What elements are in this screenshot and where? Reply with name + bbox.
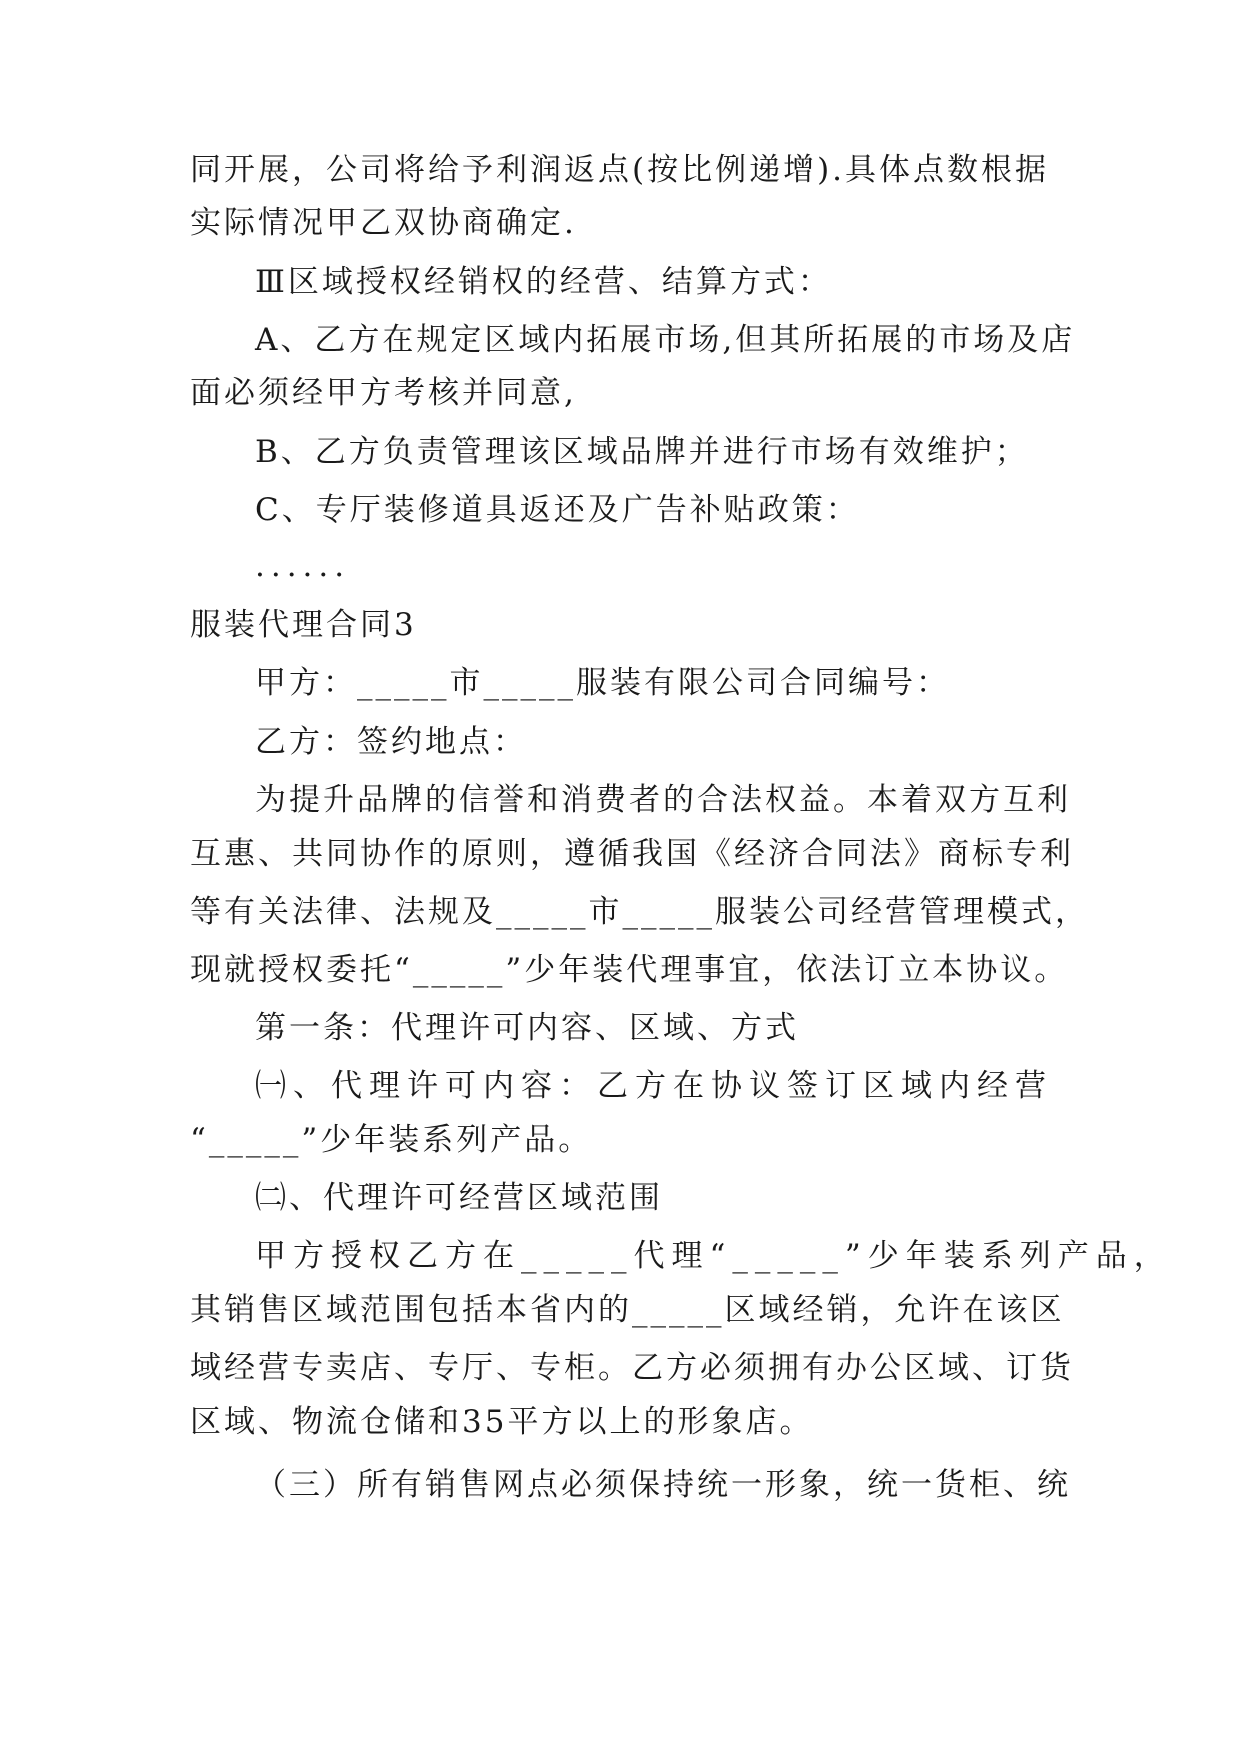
text-line: 为提升品牌的信誉和消费者的合法权益。本着双方互利 [255,782,1071,818]
party-a-line: 甲方：_____市_____服装有限公司合同编号： [255,665,950,701]
text-line: C、专厅装修道具返还及广告补贴政策： [255,492,860,528]
text-line: （三）所有销售网点必须保持统一形象，统一货柜、统 [255,1467,1071,1503]
text-line: 等有关法律、法规及_____市_____服装公司经营管理模式， [190,894,1089,930]
text-line: “_____”少年装系列产品。 [190,1122,593,1158]
text-line: 甲方授权乙方在_____代理“_____”少年装系列产品， [255,1238,1172,1274]
text-line: 实际情况甲乙双协商确定. [190,205,577,241]
text-line: 同开展，公司将给予利润返点(按比例递增).具体点数根据 [190,152,1050,188]
text-line: A、乙方在规定区域内拓展市场,但其所拓展的市场及店 [255,322,1076,358]
text-line: B、乙方负责管理该区域品牌并进行市场有效维护； [255,434,1029,470]
text-line: ㈠、代理许可内容：乙方在协议签订区域内经营 [255,1068,1053,1104]
text-line: 其销售区域范围包括本省内的_____区域经销，允许在该区 [190,1292,1065,1328]
text-line: 现就授权委托“_____”少年装代理事宜，依法订立本协议。 [190,952,1069,988]
text-line: 互惠、共同协作的原则，遵循我国《经济合同法》商标专利 [190,836,1074,872]
party-b-line: 乙方：签约地点： [255,724,527,760]
text-line: 区域、物流仓储和35平方以上的形象店。 [190,1404,814,1440]
text-line: ㈡、代理许可经营区域范围 [255,1180,663,1216]
contract-title: 服装代理合同3 [190,607,417,643]
text-line: 域经营专卖店、专厅、专柜。乙方必须拥有办公区域、订货 [190,1350,1074,1386]
ellipsis: ...... [255,548,351,584]
text-line: 面必须经甲方考核并同意, [190,375,577,411]
section-heading: Ⅲ区域授权经销权的经营、结算方式： [255,264,832,300]
article-heading: 第一条：代理许可内容、区域、方式 [255,1010,799,1046]
